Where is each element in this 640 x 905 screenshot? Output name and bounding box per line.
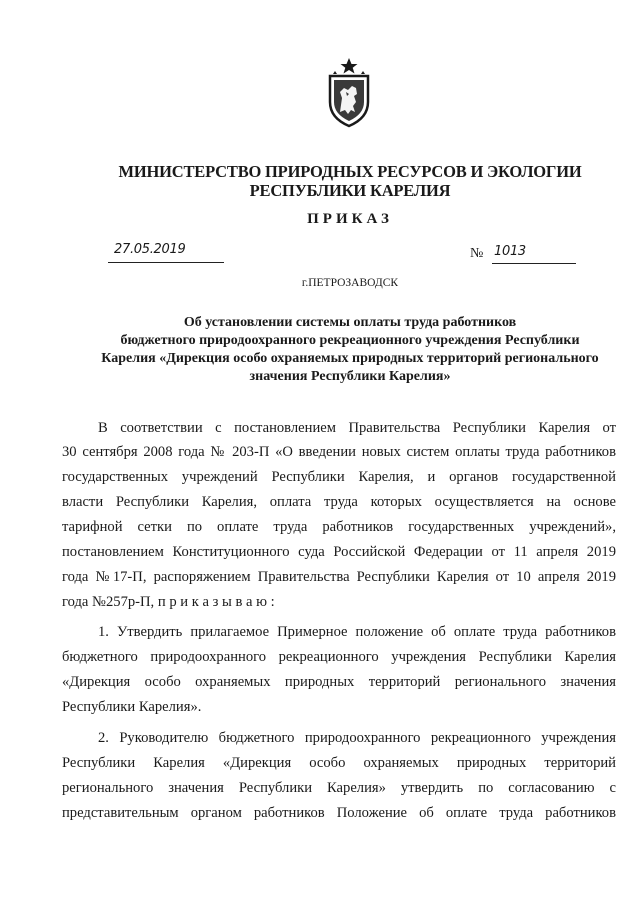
karelia-coat-of-arms-icon bbox=[326, 56, 372, 128]
paragraph-2-line: Республики Карелия «Дирекция особо охраняемых природных территорий bbox=[62, 755, 616, 771]
paragraph-1-line: «Дирекция особо охраняемых природных территорий регионального значения bbox=[62, 674, 616, 690]
paragraph-2-line: представительным органом работников Положение об оплате труда работников bbox=[62, 805, 616, 821]
paragraph-1-line: Республики Карелия». bbox=[62, 699, 202, 715]
order-number-prefix: № bbox=[470, 246, 484, 261]
ministry-name-line-1: МИНИСТЕРСТВО ПРИРОДНЫХ РЕСУРСОВ И ЭКОЛОГИИ bbox=[118, 162, 582, 181]
body-line: государственных учреждений Республики Карелия, и органов государственной bbox=[62, 469, 616, 485]
body-line: тарифной сетки по оплате труда работников государственных учреждений», bbox=[62, 519, 616, 535]
subject-line: Карелия «Дирекция особо охраняемых природных территорий регионального bbox=[101, 351, 599, 366]
order-number-field bbox=[470, 244, 560, 264]
city-label: г.ПЕТРОЗАВОДСК bbox=[301, 277, 399, 289]
subject-line: бюджетного природоохранного рекреационного учреждения Республики bbox=[120, 333, 580, 348]
body-line: постановлением Конституционного суда Российской Федерации от 11 апреля 2019 bbox=[62, 544, 616, 560]
document-type-title: ПРИКАЗ bbox=[307, 211, 393, 227]
ministry-name-line-2: РЕСПУБЛИКИ КАРЕЛИЯ bbox=[249, 181, 451, 200]
order-number: 1013 bbox=[494, 244, 526, 259]
subject-line: Об установлении системы оплаты труда работников bbox=[183, 315, 517, 330]
body-line: В соответствии с постановлением Правительства Республики Карелия от bbox=[98, 420, 616, 436]
paragraph-2-line: 2. Руководителю бюджетного природоохранного рекреационного учреждения bbox=[98, 730, 616, 746]
paragraph-2-line: регионального значения Республики Карелия» утвердить по согласованию с bbox=[62, 780, 616, 796]
order-date: 27.05.2019 bbox=[114, 242, 186, 257]
body-line: власти Республики Карелия, оплата труда которых осуществляется на основе bbox=[62, 494, 616, 510]
body-line: года №257р-П, п р и к а з ы в а ю : bbox=[62, 594, 275, 610]
body-line: года №17-П, распоряжением Правительства Республики Карелия от 10 апреля 2019 bbox=[62, 569, 616, 585]
paragraph-1-line: бюджетного природоохранного рекреационного учреждения Республики Карелия bbox=[62, 649, 616, 665]
subject-line: значения Республики Карелия» bbox=[249, 369, 451, 384]
body-line: 30 сентября 2008 года № 203-П «О введении новых систем оплаты труда работников bbox=[62, 444, 616, 460]
paragraph-1-line: 1. Утвердить прилагаемое Примерное положение об оплате труда работников bbox=[98, 624, 616, 640]
order-date-field bbox=[108, 242, 224, 263]
